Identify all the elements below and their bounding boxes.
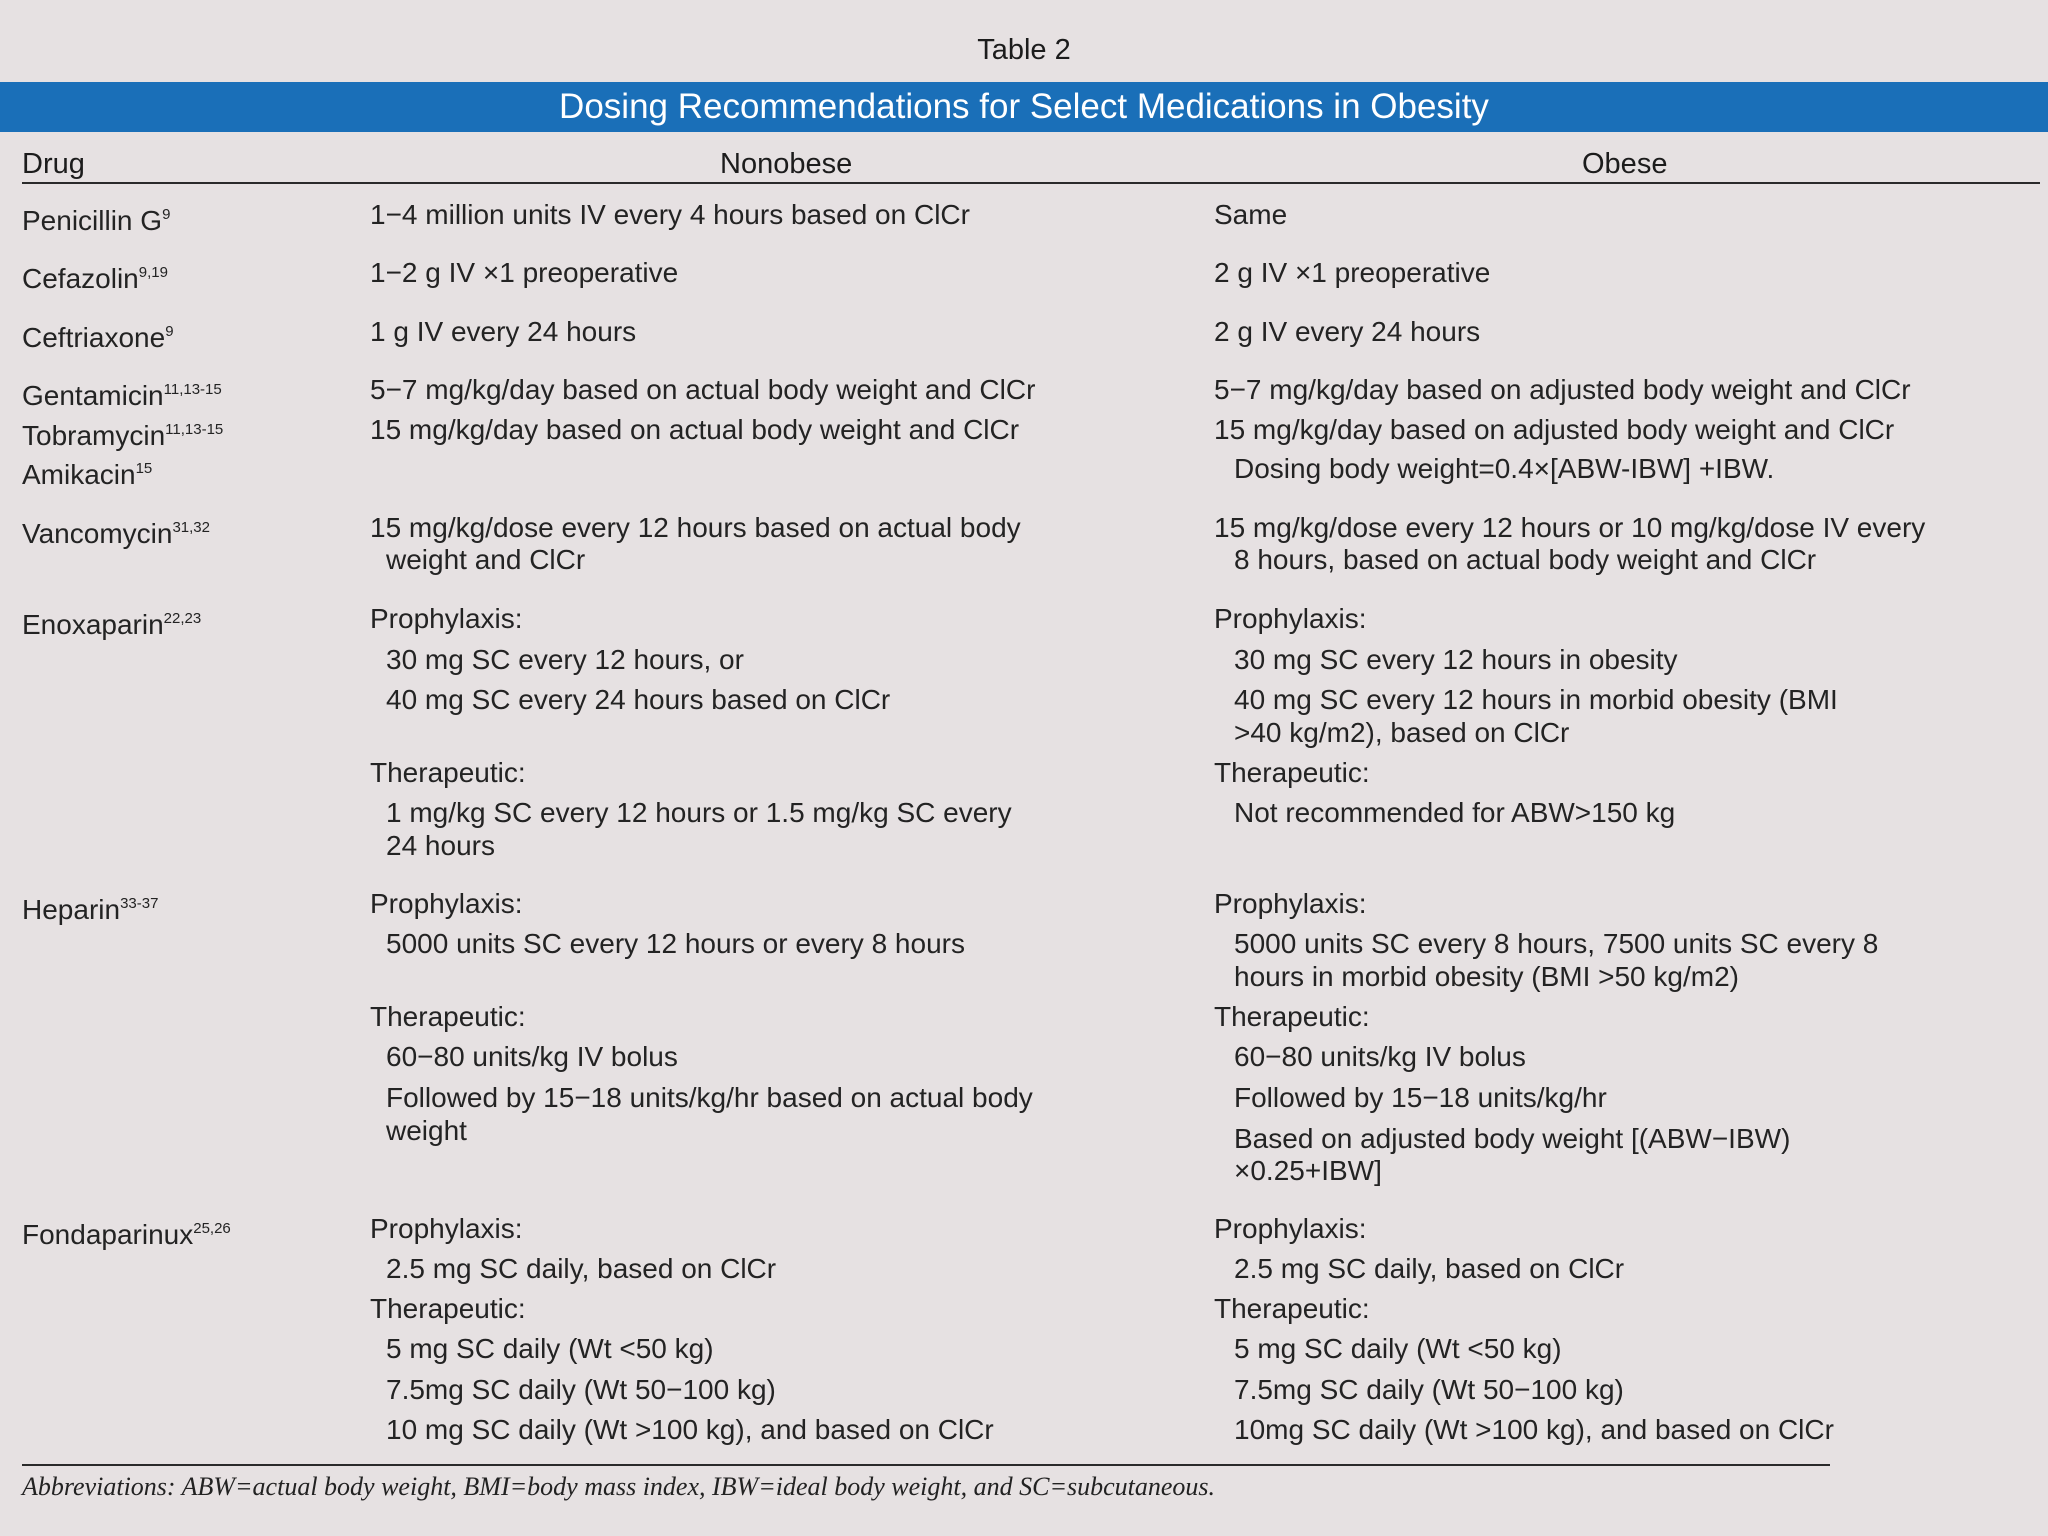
obese-text: 30 mg SC every 12 hours in obesity: [1234, 644, 1678, 675]
nonobese-text: 1−4 million units IV every 4 hours based on ClCr: [370, 199, 970, 230]
abbreviations-note: Abbreviations: ABW=actual body weight, BMI=body mass index, IBW=ideal body weight, and SC=subcutaneous.: [22, 1472, 1216, 1501]
nonobese-text: 5 mg SC daily (Wt <50 kg): [386, 1333, 714, 1364]
obese-text: Prophylaxis:: [1214, 603, 1367, 634]
obese-text: Based on adjusted body weight [(ABW−IBW): [1234, 1123, 1791, 1154]
nonobese-text: Therapeutic:: [370, 757, 526, 788]
table-title-bar: Dosing Recommendations for Select Medications in Obesity: [0, 82, 2048, 132]
nonobese-text: weight: [386, 1115, 467, 1146]
nonobese-text: 10 mg SC daily (Wt >100 kg), and based on ClCr: [386, 1414, 994, 1445]
nonobese-text: 1−2 g IV ×1 preoperative: [370, 257, 679, 288]
obese-text: 7.5mg SC daily (Wt 50−100 kg): [1234, 1374, 1624, 1405]
drug-name: Tobramycin$^{11,13-15}$: [22, 420, 224, 451]
drug-name: Fondaparinux$^{25,26}$: [22, 1219, 231, 1250]
obese-text: 5 mg SC daily (Wt <50 kg): [1234, 1333, 1562, 1364]
drug-name: Penicillin $G^9$: [22, 205, 171, 236]
drug-name: Gentamicin$^{11,13-15}$: [22, 380, 222, 411]
nonobese-text: 40 mg SC every 24 hours based on ClCr: [386, 684, 891, 715]
nonobese-text: 24 hours: [386, 830, 495, 861]
nonobese-text: Prophylaxis:: [370, 1213, 523, 1244]
obese-text: Therapeutic:: [1214, 1293, 1370, 1324]
nonobese-text: 15 mg/kg/dose every 12 hours based on actual body: [370, 512, 1021, 543]
nonobese-text: 15 mg/kg/day based on actual body weight and ClCr: [370, 414, 1020, 445]
obese-text: 15 mg/kg/day based on adjusted body weight and ClCr: [1214, 414, 1895, 445]
drug-name: Enoxaparin$^{22,23}$: [22, 609, 202, 640]
header-obese: Obese: [1582, 148, 1668, 180]
obese-text: 60−80 units/kg IV bolus: [1234, 1041, 1526, 1072]
obese-text: Same: [1214, 199, 1288, 230]
drug-name: Ceftriaxone$^9$: [22, 322, 174, 353]
nonobese-text: 7.5mg SC daily (Wt 50−100 kg): [386, 1374, 776, 1405]
obese-text: Followed by 15−18 units/kg/hr: [1234, 1082, 1607, 1113]
drug-name: Heparin$^{33-37}$: [22, 894, 159, 925]
obese-text: 2.5 mg SC daily, based on ClCr: [1234, 1253, 1625, 1284]
obese-text: Therapeutic:: [1214, 1001, 1370, 1032]
nonobese-text: 5−7 mg/kg/day based on actual body weight and ClCr: [370, 374, 1036, 405]
obese-text: 40 mg SC every 12 hours in morbid obesity (BMI: [1234, 684, 1838, 715]
nonobese-text: Therapeutic:: [370, 1001, 526, 1032]
obese-text: Prophylaxis:: [1214, 888, 1367, 919]
header-rule: [22, 182, 2040, 184]
nonobese-text: 1 mg/kg SC every 12 hours or 1.5 mg/kg SC every: [386, 797, 1012, 828]
nonobese-text: 5000 units SC every 12 hours or every 8 hours: [386, 928, 965, 959]
header-nonobese: Nonobese: [720, 148, 853, 180]
table-label: Table 2: [977, 34, 1071, 66]
nonobese-text: weight and ClCr: [386, 544, 586, 575]
obese-text: 8 hours, based on actual body weight and ClCr: [1234, 544, 1817, 575]
nonobese-text: 30 mg SC every 12 hours, or: [386, 644, 744, 675]
obese-text: Dosing body weight=0.4×[ABW-IBW] +IBW.: [1234, 453, 1775, 484]
obese-text: 2 g IV every 24 hours: [1214, 316, 1481, 347]
nonobese-text: 1 g IV every 24 hours: [370, 316, 637, 347]
obese-text: Prophylaxis:: [1214, 1213, 1367, 1244]
nonobese-text: 60−80 units/kg IV bolus: [386, 1041, 678, 1072]
obese-text: Not recommended for ABW>150 kg: [1234, 797, 1676, 828]
nonobese-text: Followed by 15−18 units/kg/hr based on actual body: [386, 1082, 1033, 1113]
header-drug: Drug: [22, 148, 85, 180]
obese-text: 5−7 mg/kg/day based on adjusted body weight and ClCr: [1214, 374, 1911, 405]
obese-text: Therapeutic:: [1214, 757, 1370, 788]
drug-name: Cefazolin$^{9,19}$: [22, 263, 168, 294]
drug-name: Vancomycin$^{31,32}$: [22, 518, 210, 549]
nonobese-text: Prophylaxis:: [370, 888, 523, 919]
nonobese-text: Prophylaxis:: [370, 603, 523, 634]
obese-text: 15 mg/kg/dose every 12 hours or 10 mg/kg/dose IV every: [1214, 512, 1926, 543]
drug-name: Amikacin$^{15}$: [22, 459, 153, 490]
obese-text: 5000 units SC every 8 hours, 7500 units SC every 8: [1234, 928, 1879, 959]
nonobese-text: Therapeutic:: [370, 1293, 526, 1324]
obese-text: hours in morbid obesity (BMI >50 kg/m2): [1234, 961, 1739, 992]
footer-rule: [22, 1464, 1830, 1466]
obese-text: 2 g IV ×1 preoperative: [1214, 257, 1491, 288]
obese-text: 10mg SC daily (Wt >100 kg), and based on ClCr: [1234, 1414, 1834, 1445]
nonobese-text: 2.5 mg SC daily, based on ClCr: [386, 1253, 777, 1284]
obese-text: ×0.25+IBW]: [1234, 1155, 1382, 1186]
obese-text: >40 kg/m2), based on ClCr: [1234, 717, 1570, 748]
